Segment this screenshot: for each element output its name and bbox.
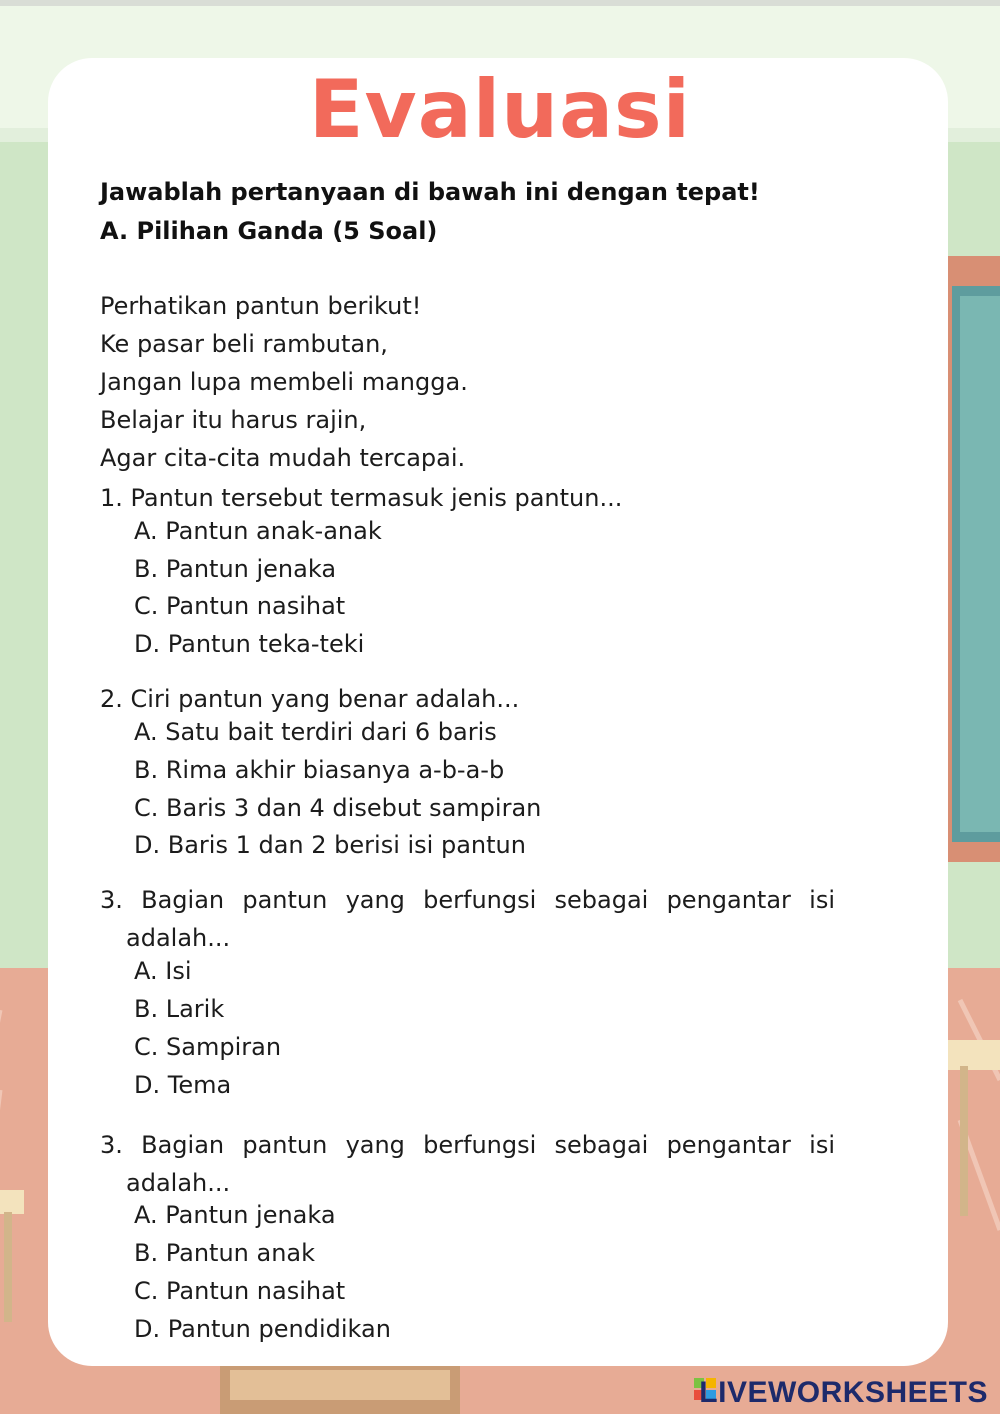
- pantun-line: Belajar itu harus rajin,: [100, 406, 367, 434]
- question-4-text: 3. Bagian pantun yang berfungsi sebagai pengantar isi: [100, 1131, 835, 1159]
- section-heading: A. Pilihan Ganda (5 Soal): [100, 217, 438, 245]
- question-3-text-cont: adalah...: [126, 924, 231, 952]
- pantun-intro: Perhatikan pantun berikut!: [100, 292, 422, 320]
- question-4-option-b[interactable]: B. Pantun anak: [134, 1239, 316, 1267]
- question-1-option-c[interactable]: C. Pantun nasihat: [134, 592, 346, 620]
- question-2-option-d[interactable]: D. Baris 1 dan 2 berisi isi pantun: [134, 831, 526, 859]
- question-4-option-c[interactable]: C. Pantun nasihat: [134, 1277, 346, 1305]
- question-2-option-c[interactable]: C. Baris 3 dan 4 disebut sampiran: [134, 794, 542, 822]
- question-2-option-b[interactable]: B. Rima akhir biasanya a-b-a-b: [134, 756, 505, 784]
- question-2-option-a[interactable]: A. Satu bait terdiri dari 6 baris: [134, 718, 497, 746]
- question-3-option-a[interactable]: A. Isi: [134, 957, 192, 985]
- question-4-option-a[interactable]: A. Pantun jenaka: [134, 1201, 336, 1229]
- question-4-text-cont: adalah...: [126, 1169, 231, 1197]
- page-title: Evaluasi: [308, 63, 692, 156]
- question-3-option-b[interactable]: B. Larik: [134, 995, 225, 1023]
- question-3-option-d[interactable]: D. Tema: [134, 1071, 232, 1099]
- question-3-text: 3. Bagian pantun yang berfungsi sebagai pengantar isi: [100, 886, 835, 914]
- question-1-text: 1. Pantun tersebut termasuk jenis pantun...: [100, 484, 623, 512]
- question-4-option-d[interactable]: D. Pantun pendidikan: [134, 1315, 391, 1343]
- question-3-option-c[interactable]: C. Sampiran: [134, 1033, 282, 1061]
- pantun-line: Jangan lupa membeli mangga.: [100, 368, 468, 396]
- pantun-line: Ke pasar beli rambutan,: [100, 330, 388, 358]
- question-1-option-b[interactable]: B. Pantun jenaka: [134, 555, 337, 583]
- pantun-line: Agar cita-cita mudah tercapai.: [100, 444, 466, 472]
- question-1-option-a[interactable]: A. Pantun anak-anak: [134, 517, 382, 545]
- question-2-text: 2. Ciri pantun yang benar adalah...: [100, 685, 520, 713]
- instruction-text: Jawablah pertanyaan di bawah ini dengan tepat!: [100, 178, 760, 206]
- brand-watermark[interactable]: LIVEWORKSHEETS: [699, 1376, 988, 1409]
- question-1-option-d[interactable]: D. Pantun teka-teki: [134, 630, 365, 658]
